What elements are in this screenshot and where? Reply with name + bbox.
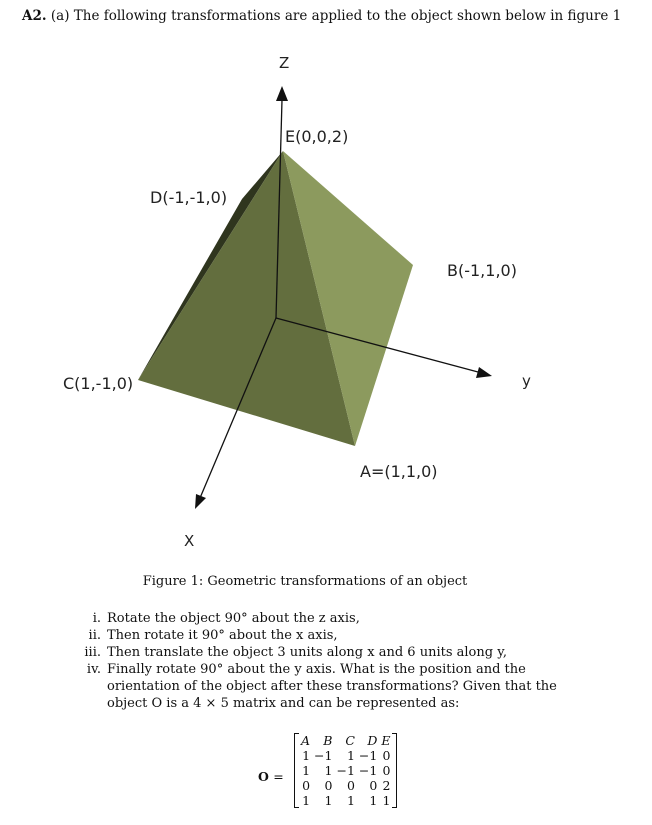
- point-e-label: E(0,0,2): [285, 127, 349, 146]
- point-d-label: D(-1,-1,0): [150, 188, 228, 207]
- matrix-cell: 1: [346, 748, 355, 763]
- x-axis-arrowhead: [195, 494, 206, 509]
- matrix-header-cell: E: [381, 733, 391, 748]
- matrix-cell: 1: [302, 763, 311, 778]
- z-axis-arrowhead: [276, 86, 288, 101]
- matrix-header-row: [299, 733, 392, 748]
- matrix-cell: 0: [382, 748, 391, 763]
- matrix-header-cell: C: [345, 733, 355, 748]
- matrix-row: [299, 748, 392, 763]
- step-number: iv.: [86, 662, 101, 677]
- point-c-label: C(1,-1,0): [63, 374, 134, 393]
- matrix-cell: 0: [369, 778, 378, 793]
- matrix-cell: −1: [336, 763, 355, 778]
- step-number: iii.: [84, 645, 101, 660]
- matrix-label: [258, 769, 284, 784]
- matrix-cell: 0: [324, 778, 333, 793]
- matrix-row: [299, 793, 392, 808]
- figure-caption: Figure 1: Geometric transformations of an object: [142, 574, 468, 589]
- axis-x-label: X: [184, 532, 195, 550]
- matrix-cell: −1: [358, 748, 378, 763]
- matrix-cell: 1: [382, 793, 391, 808]
- matrix-header-cell: D: [367, 733, 378, 748]
- matrix-cell: 1: [302, 793, 311, 808]
- matrix-cell: −1: [314, 748, 333, 763]
- step-number: i.: [92, 611, 101, 626]
- steps-list: [78, 610, 598, 712]
- matrix-cell: 1: [346, 793, 355, 808]
- step-item: [78, 661, 598, 712]
- question-intro: (a) The following transformations are applied to the object shown below in figure 1: [50, 8, 622, 24]
- matrix-cell: 0: [302, 778, 311, 793]
- axis-z-label: Z: [279, 54, 290, 72]
- step-text: Then translate the object 3 units along x and 6 units along y,: [107, 645, 507, 660]
- matrix-cell: 2: [382, 778, 391, 793]
- axis-y-label: y: [522, 372, 531, 390]
- matrix-row: [299, 778, 392, 793]
- question-number: A2.: [22, 8, 47, 24]
- step-item: [78, 627, 598, 644]
- matrix-symbol: O: [258, 769, 269, 784]
- point-b-label: B(-1,1,0): [447, 261, 517, 280]
- matrix-cell: 0: [382, 763, 391, 778]
- matrix-cell: 1: [302, 748, 311, 763]
- matrix-header-cell: A: [301, 733, 311, 748]
- step-item: [78, 644, 598, 661]
- step-item: [78, 610, 598, 627]
- step-text: Then rotate it 90° about the x axis,: [107, 628, 338, 643]
- step-number: ii.: [88, 628, 101, 643]
- step-text: Rotate the object 90° about the z axis,: [107, 611, 360, 626]
- matrix-table: [299, 733, 392, 808]
- y-axis-arrowhead: [476, 367, 492, 378]
- matrix-cell: 1: [324, 763, 333, 778]
- matrix-cell: 0: [346, 778, 355, 793]
- matrix-header-cell: B: [323, 733, 333, 748]
- matrix-cell: 1: [324, 793, 333, 808]
- matrix-cell: −1: [358, 763, 378, 778]
- point-a-label: A=(1,1,0): [360, 462, 438, 481]
- matrix-row: [299, 763, 392, 778]
- matrix-bracket: [294, 733, 397, 808]
- step-text: Finally rotate 90° about the y axis. What is the position and the orientation of the object after these transformations? Given that the object O is a 4 × 5 matrix and can be represented as:: [107, 662, 557, 711]
- matrix-cell: 1: [369, 793, 378, 808]
- matrix-equals: =: [273, 769, 284, 784]
